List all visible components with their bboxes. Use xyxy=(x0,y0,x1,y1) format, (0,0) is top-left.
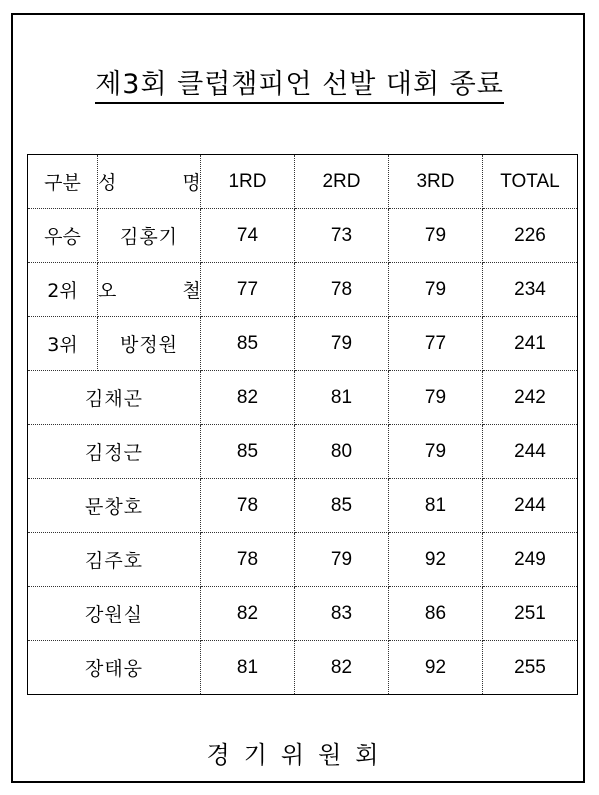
score-total: 244 xyxy=(483,425,578,479)
score-rd1: 82 xyxy=(201,587,295,641)
score-rd3: 92 xyxy=(389,641,483,695)
player-name: 방정원 xyxy=(98,317,201,371)
score-rd1: 77 xyxy=(201,263,295,317)
results-table xyxy=(27,154,578,695)
table-header-row xyxy=(28,155,578,209)
header-name: 성 명 xyxy=(98,155,201,209)
score-rd1: 78 xyxy=(201,533,295,587)
score-rd1: 74 xyxy=(201,209,295,263)
score-rd1: 78 xyxy=(201,479,295,533)
score-rd3: 81 xyxy=(389,479,483,533)
player-name: 장태웅 xyxy=(28,641,201,695)
score-rd3: 77 xyxy=(389,317,483,371)
score-rd2: 83 xyxy=(295,587,389,641)
score-total: 242 xyxy=(483,371,578,425)
score-rd1: 85 xyxy=(201,425,295,479)
header-division: 구분 xyxy=(28,155,98,209)
score-rd3: 79 xyxy=(389,371,483,425)
score-rd3: 79 xyxy=(389,209,483,263)
score-total: 251 xyxy=(483,587,578,641)
score-rd1: 82 xyxy=(201,371,295,425)
score-total: 249 xyxy=(483,533,578,587)
score-rd2: 82 xyxy=(295,641,389,695)
rank-cell: 3위 xyxy=(28,317,98,371)
score-rd2: 73 xyxy=(295,209,389,263)
score-rd3: 92 xyxy=(389,533,483,587)
table-row xyxy=(28,479,578,533)
score-rd2: 79 xyxy=(295,533,389,587)
table-row xyxy=(28,425,578,479)
player-name: 김채곤 xyxy=(28,371,201,425)
table-row xyxy=(28,533,578,587)
score-total: 234 xyxy=(483,263,578,317)
player-name: 강원실 xyxy=(28,587,201,641)
header-total: TOTAL xyxy=(483,155,578,209)
score-total: 244 xyxy=(483,479,578,533)
table-row xyxy=(28,587,578,641)
table-row xyxy=(28,641,578,695)
score-rd3: 79 xyxy=(389,263,483,317)
committee-signature: 경기위원회 xyxy=(206,741,393,769)
score-total: 226 xyxy=(483,209,578,263)
player-name: 김홍기 xyxy=(98,209,201,263)
score-rd3: 86 xyxy=(389,587,483,641)
document-title xyxy=(0,62,599,101)
player-name: 김정근 xyxy=(28,425,201,479)
header-rd2: 2RD xyxy=(295,155,389,209)
score-rd2: 79 xyxy=(295,317,389,371)
table-row xyxy=(28,317,578,371)
table-row xyxy=(28,263,578,317)
player-name: 오 철 xyxy=(98,263,201,317)
rank-cell: 2위 xyxy=(28,263,98,317)
score-rd2: 81 xyxy=(295,371,389,425)
score-rd1: 81 xyxy=(201,641,295,695)
header-rd1: 1RD xyxy=(201,155,295,209)
score-total: 255 xyxy=(483,641,578,695)
header-rd3: 3RD xyxy=(389,155,483,209)
score-rd2: 80 xyxy=(295,425,389,479)
score-rd2: 85 xyxy=(295,479,389,533)
score-rd3: 79 xyxy=(389,425,483,479)
rank-cell: 우승 xyxy=(28,209,98,263)
score-rd2: 78 xyxy=(295,263,389,317)
player-name: 문창호 xyxy=(28,479,201,533)
score-total: 241 xyxy=(483,317,578,371)
player-name: 김주호 xyxy=(28,533,201,587)
table-row xyxy=(28,209,578,263)
table-row xyxy=(28,371,578,425)
title-text: 제3회 클럽챔피언 선발 대회 종료 xyxy=(95,69,504,104)
score-rd1: 85 xyxy=(201,317,295,371)
